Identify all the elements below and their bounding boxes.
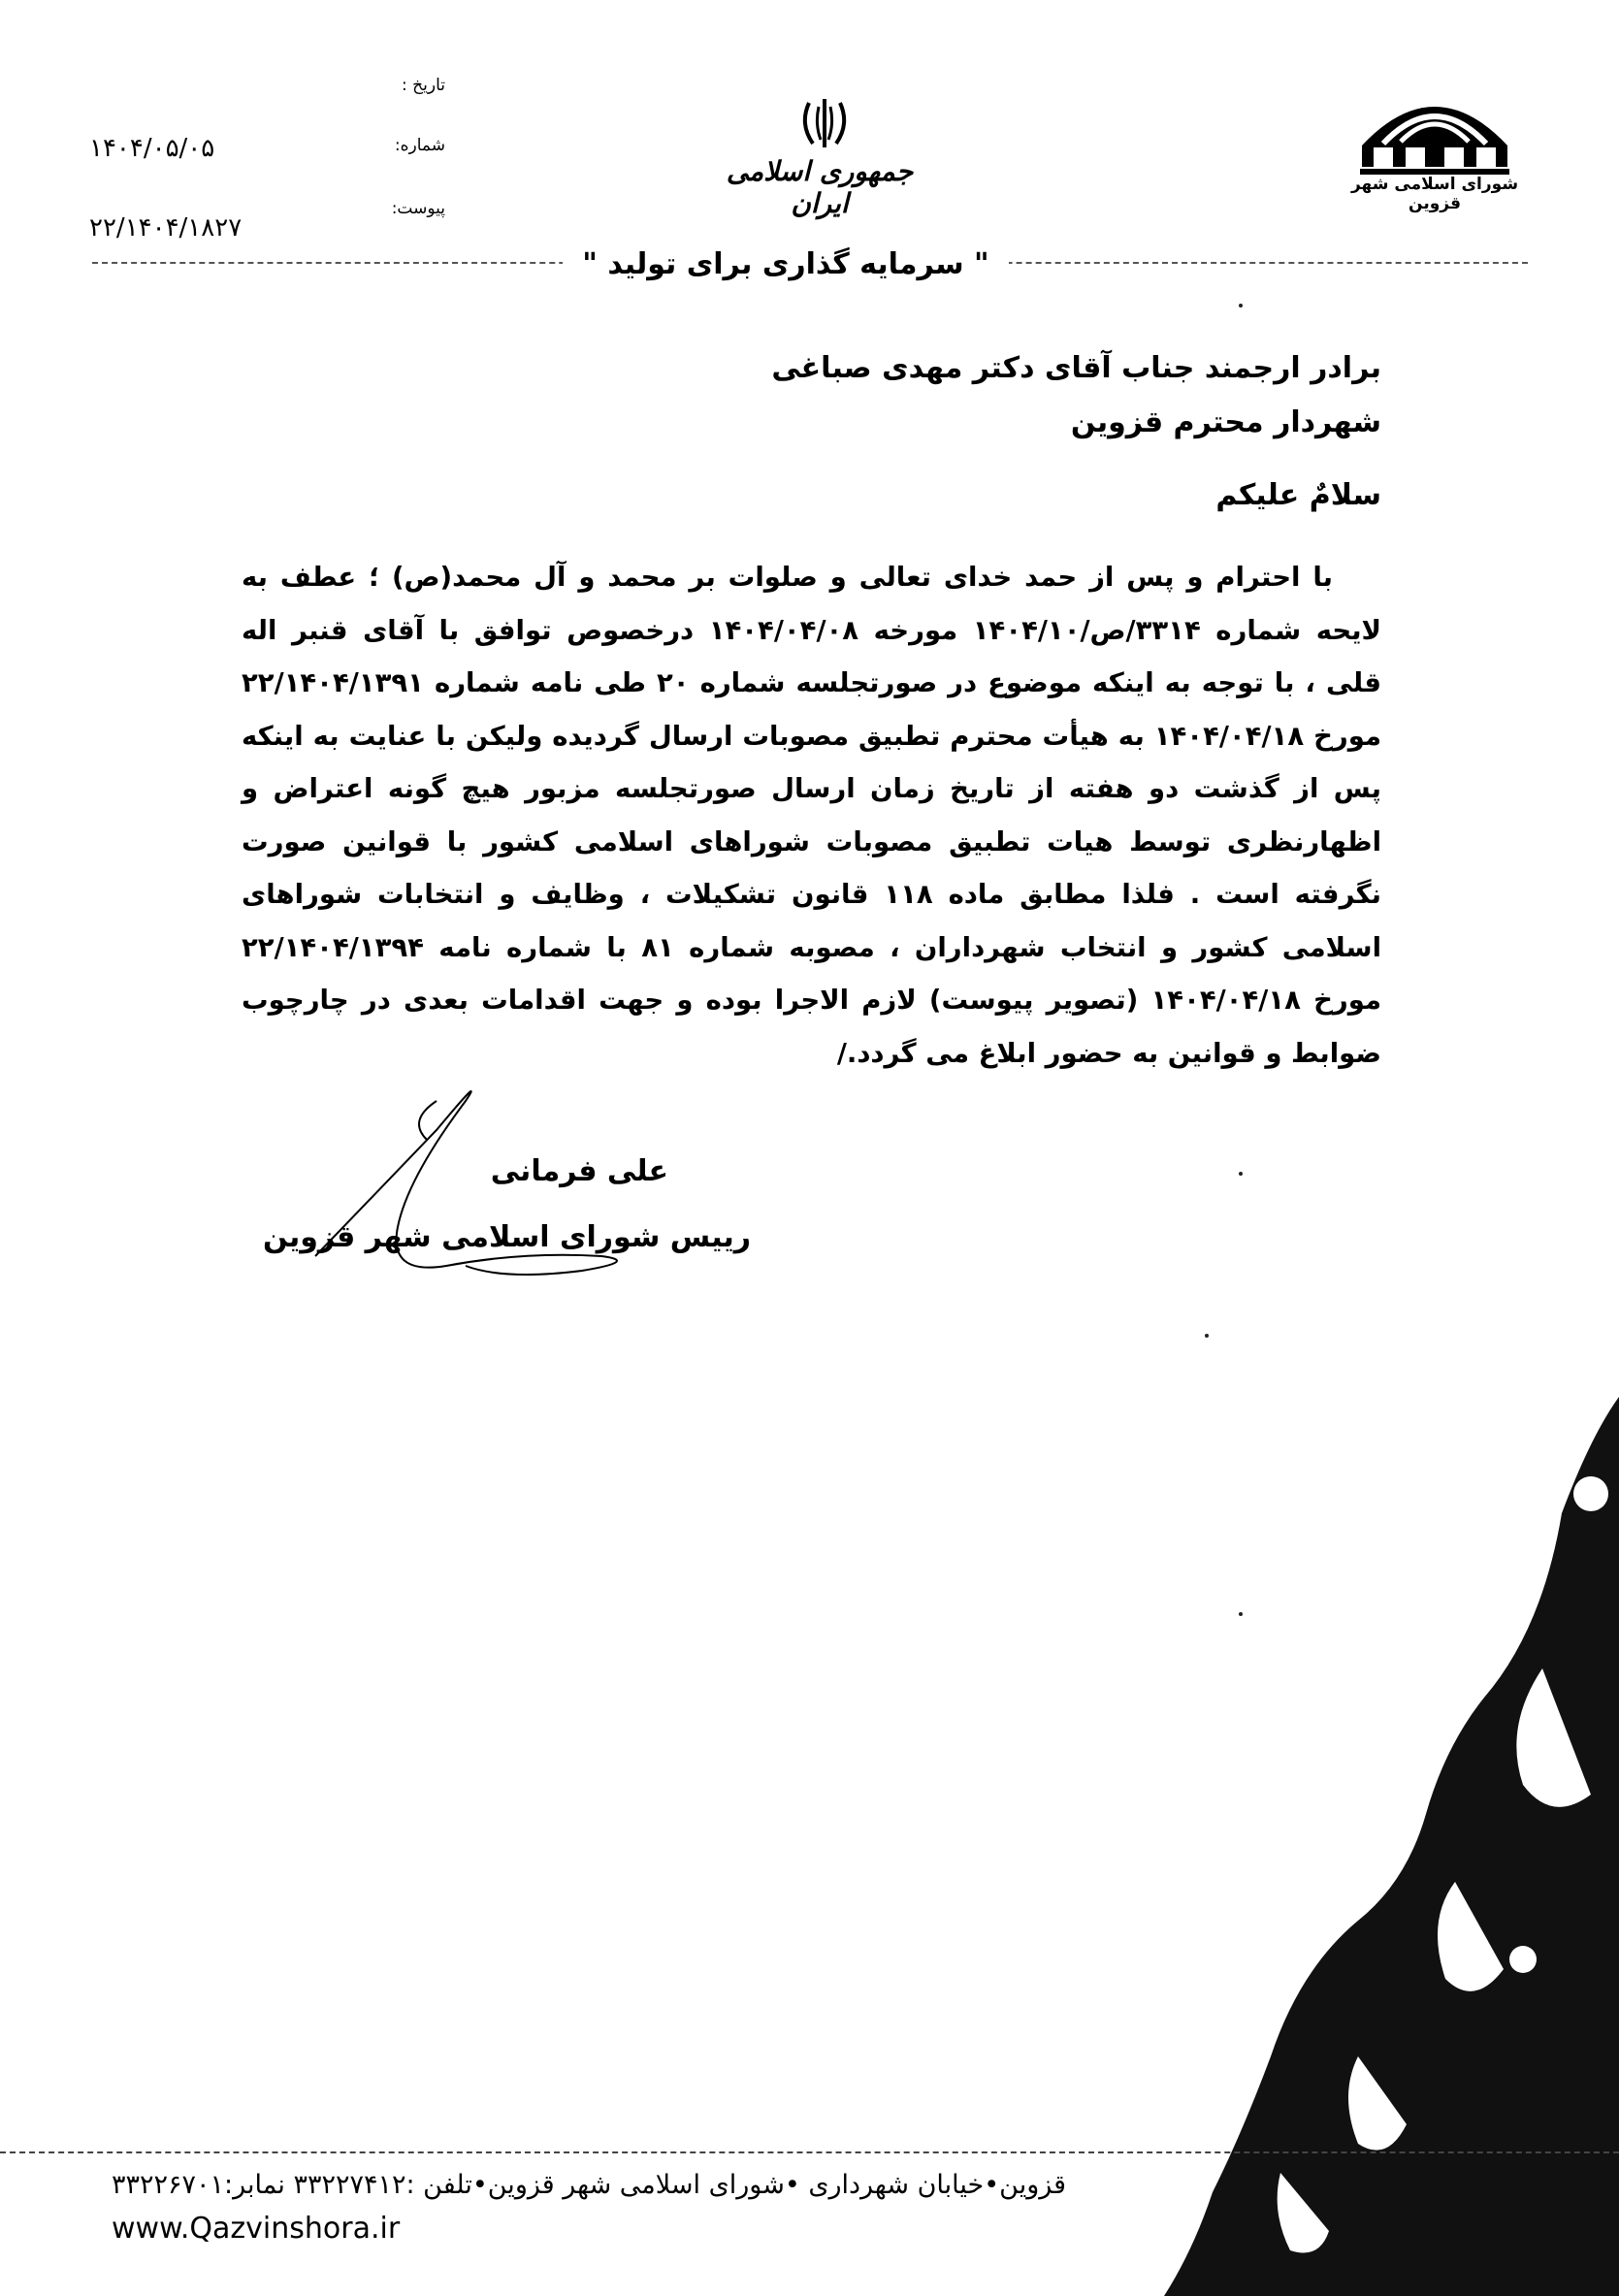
logo-caption: شورای اسلامی شهر قزوین <box>1350 175 1519 213</box>
stray-dot <box>1239 304 1243 307</box>
signer-title: رییس شورای اسلامی شهر قزوین <box>263 1220 751 1254</box>
footer-website-link[interactable]: www.Qazvinshora.ir <box>112 2212 401 2246</box>
iran-emblem-icon <box>795 95 854 153</box>
footer-divider <box>0 2151 1619 2153</box>
attachment-label: پیوست: <box>391 199 445 218</box>
crowd-silhouette-image <box>1135 1377 1619 2296</box>
letter-body <box>242 551 1381 1080</box>
stray-dot <box>1205 1334 1209 1338</box>
letter-date: ۱۴۰۴/۰۵/۰۵ <box>89 134 215 163</box>
greeting: سلامٌ علیکم <box>1215 478 1381 512</box>
stray-dot <box>1239 1172 1243 1176</box>
addressee-title: شهردار محترم قزوین <box>1070 405 1381 439</box>
footer-address: قزوین•خیابان شهرداری •شورای اسلامی شهر قزوین•تلفن :۳۳۲۲۷۴۱۲ نمابر:۳۳۲۲۶۷۰۱ <box>112 2170 1067 2200</box>
signer-name: علی فرمانی <box>490 1154 668 1188</box>
number-label: شماره: <box>394 136 445 155</box>
date-label: تاریخ : <box>402 76 445 95</box>
state-title: جمهوری اسلامی ایران <box>726 155 914 219</box>
addressee-name: برادر ارجمند جناب آقای دکتر مهدی صباغی <box>771 351 1381 385</box>
slogan: " سرمایه گذاری برای تولید " <box>563 247 1009 281</box>
letter-number: ۲۲/۱۴۰۴/۱۸۲۷ <box>89 213 243 243</box>
letter-body-text: با احترام و پس از حمد خدای تعالی و صلوات بر محمد و آل محمد(ص) ؛ عطف به لایحه شماره ۳۳۱۴/ص/۱۴۰۴/۱۰ مورخه ۱۴۰۴/۰۴/۰۸ درخصوص توافق با آقای قنبر اله قلی ، با توجه به اینکه موضوع در صورتجلسه شماره ۲۰ طی نامه شماره ۲۲/۱۴۰۴/۱۳۹۱ مورخ ۱۴۰۴/۰۴/۱۸ به هیأت محترم تطبیق مصوبات ارسال گردیده ولیکن با عنایت به اینکه پس از گذشت دو هفته از تاریخ زمان ارسال صورتجلسه مزبور هیچ گونه اعتراض و اظهارنظری توسط هیات تطبیق مصوبات شوراهای اسلامی کشور با قوانین صورت نگرفته است . فلذا مطابق ماده ۱۱۸ قانون تشکیلات ، وظایف و انتخابات شوراهای اسلامی کشور و انتخاب شهرداران ، مصوبه شماره ۸۱ با شماره نامه ۲۲/۱۴۰۴/۱۳۹۴ مورخ ۱۴۰۴/۰۴/۱۸ (تصویر پیوست) لازم الاجرا بوده و جهت اقدامات بعدی در چارچوب ضوابط و قوانین به حضور ابلاغ می گردد./ <box>242 562 1382 1069</box>
